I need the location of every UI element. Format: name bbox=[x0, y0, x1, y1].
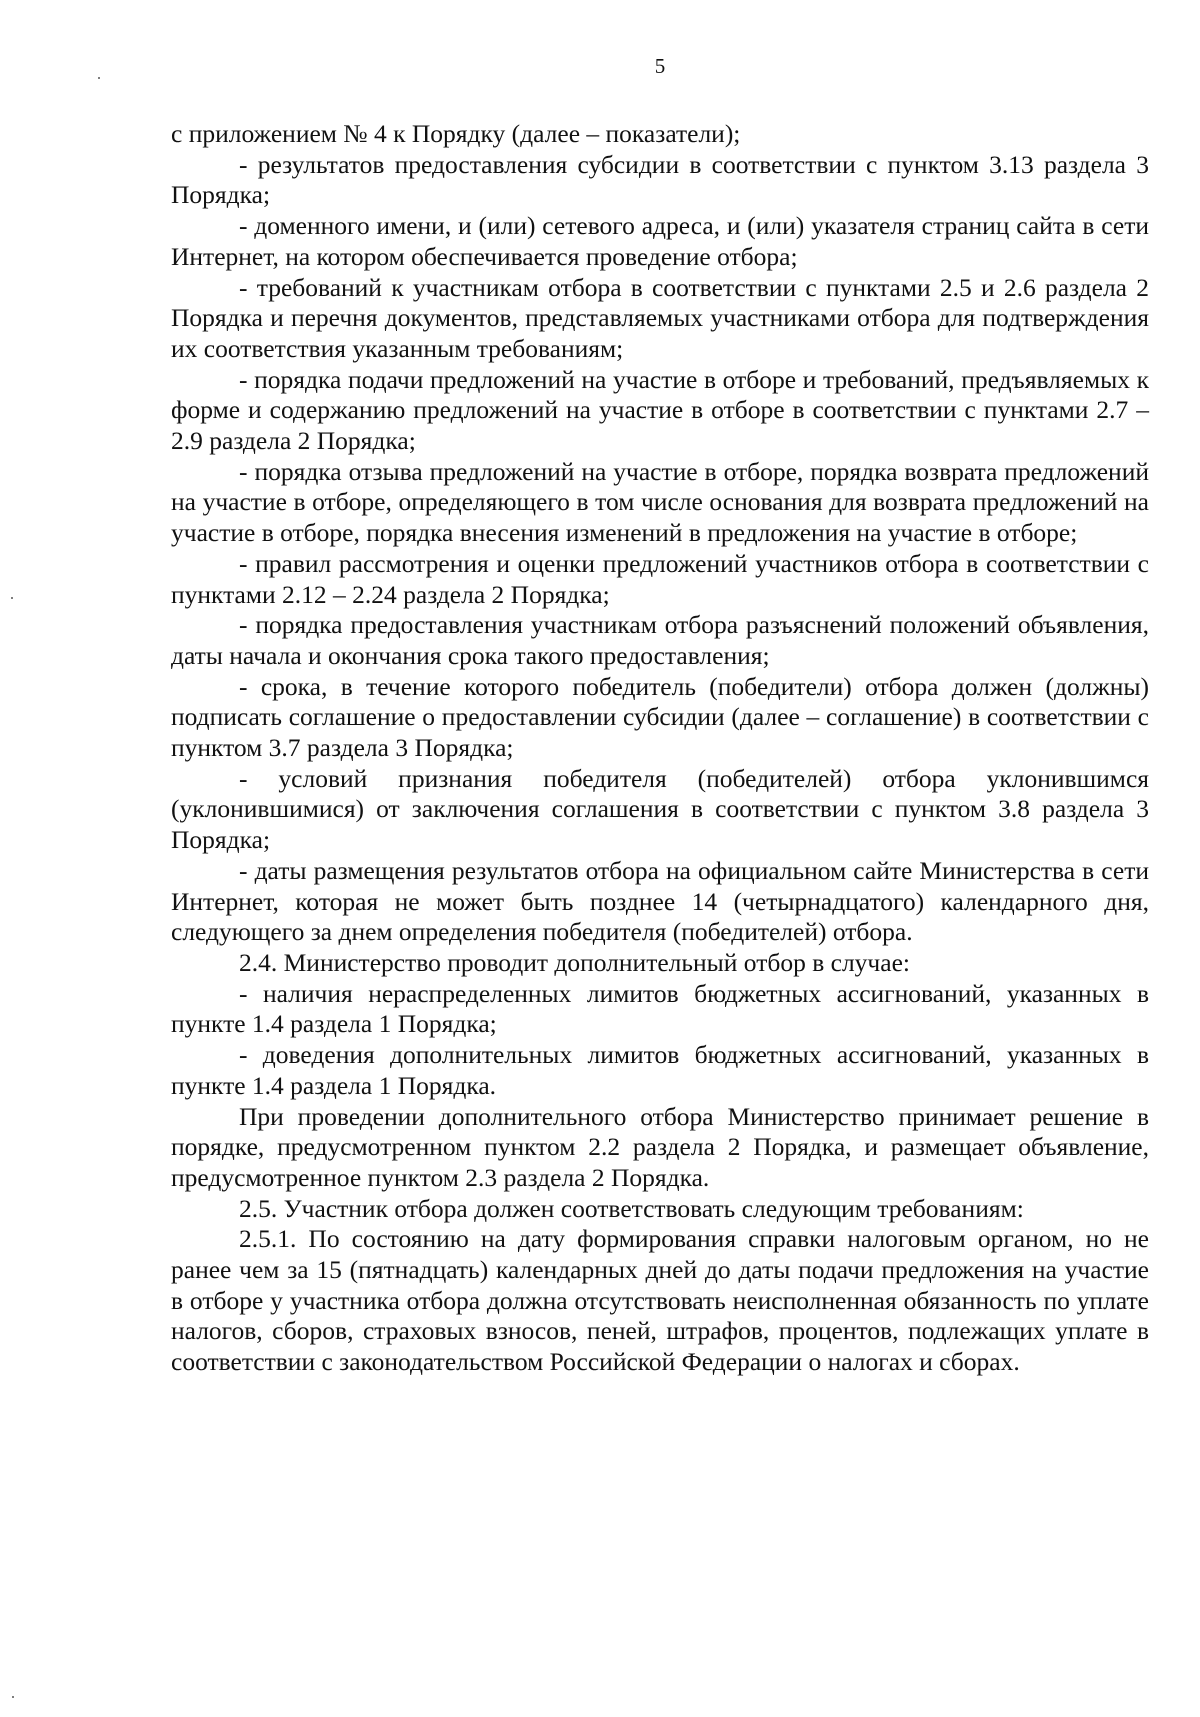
clause-2-4: 2.4. Министерство проводит дополнительный отбор в случае: bbox=[239, 947, 910, 977]
scan-speck bbox=[12, 1696, 14, 1698]
list-item-review-rules: - правил рассмотрения и оценки предложений участников отбора в соответствии с пунктами 2.12 – 2.24 раздела 2 Порядка; bbox=[171, 548, 1149, 609]
paragraph: с приложением № 4 к Порядку (далее – показатели); bbox=[171, 119, 741, 148]
list-item-additional-limits: - доведения дополнительных лимитов бюджетных ассигнований, указанных в пункте 1.4 раздела 1 Порядка. bbox=[171, 1040, 1149, 1100]
list-item-submission-order: - порядка подачи предложений на участие в отборе и требований, предъявляемых к форме и содержанию предложений на участие в отборе в соответствии с пунктами 2.7 – 2.9 раздела 2 Порядка; bbox=[171, 364, 1149, 456]
list-item-clarifications: - порядка предоставления участникам отбора разъяснений положений объявления, даты начала и окончания срока такого предоставления; bbox=[171, 610, 1149, 670]
list-item-evasion-conditions: - условий признания победителя (победителей) отбора уклонившимся (уклонившимися) от заключения соглашения в соответствии с пунктом 3.8 раздела 3 Порядка; bbox=[171, 763, 1149, 855]
page-number: 5 bbox=[654, 54, 666, 78]
list-item-domain: - доменного имени, и (или) сетевого адреса, и (или) указателя страниц сайта в сети Интернет, на котором обеспечивается проведение отбора; bbox=[171, 211, 1149, 271]
list-item-unallocated-limits: - наличия нераспределенных лимитов бюджетных ассигнований, указанных в пункте 1.4 раздела 1 Порядка; bbox=[171, 978, 1149, 1039]
clause-2-5: 2.5. Участник отбора должен соответствовать следующим требованиям: bbox=[239, 1193, 1024, 1223]
scan-speck bbox=[98, 77, 100, 79]
scan-speck bbox=[11, 597, 13, 599]
list-item-signing-deadline: - срока, в течение которого победитель (победители) отбора должен (должны) подписать соглашение о предоставлении субсидии (далее – соглашение) в соответствии с пунктом 3.7 раздела 3 Порядка; bbox=[171, 671, 1149, 763]
list-item-requirements: - требований к участникам отбора в соответствии с пунктами 2.5 и 2.6 раздела 2 Порядка и перечня документов, представляемых участниками отбора для подтверждения их соответствия указанным требованиям; bbox=[171, 272, 1149, 363]
document-body bbox=[171, 119, 1149, 1378]
list-item-results: - результатов предоставления субсидии в соответствии с пунктом 3.13 раздела 3 Порядка; bbox=[171, 149, 1149, 210]
clause-2-5-1: 2.5.1. По состоянию на дату формирования справки налоговым органом, но не ранее чем за 15 (пятнадцать) календарных дней до даты подачи предложения на участие в отборе у участника отбора должна отсутствовать неисполненная обязанность по уплате налогов, сборов, страховых взносов, пеней, штрафов, процентов, подлежащих уплате в соответствии с законодательством Российской Федерации о налогах и сборах. bbox=[171, 1224, 1149, 1377]
list-item-withdrawal-order: - порядка отзыва предложений на участие в отборе, порядка возврата предложений на участие в отборе, определяющего в том числе основания для возврата предложений на участие в отборе, порядка внесения изменений в предложения на участие в отборе; bbox=[171, 456, 1149, 548]
paragraph-additional-selection: При проведении дополнительного отбора Министерство принимает решение в порядке, предусмотренном пунктом 2.2 раздела 2 Порядка, и размещает объявление, предусмотренное пунктом 2.3 раздела 2 Порядка. bbox=[171, 1101, 1149, 1192]
list-item-results-publication: - даты размещения результатов отбора на официальном сайте Министерства в сети Интернет, которая не может быть позднее 14 (четырнадцатого) календарного дня, следующего за днем определения победителя (победителей) отбора. bbox=[171, 855, 1149, 947]
